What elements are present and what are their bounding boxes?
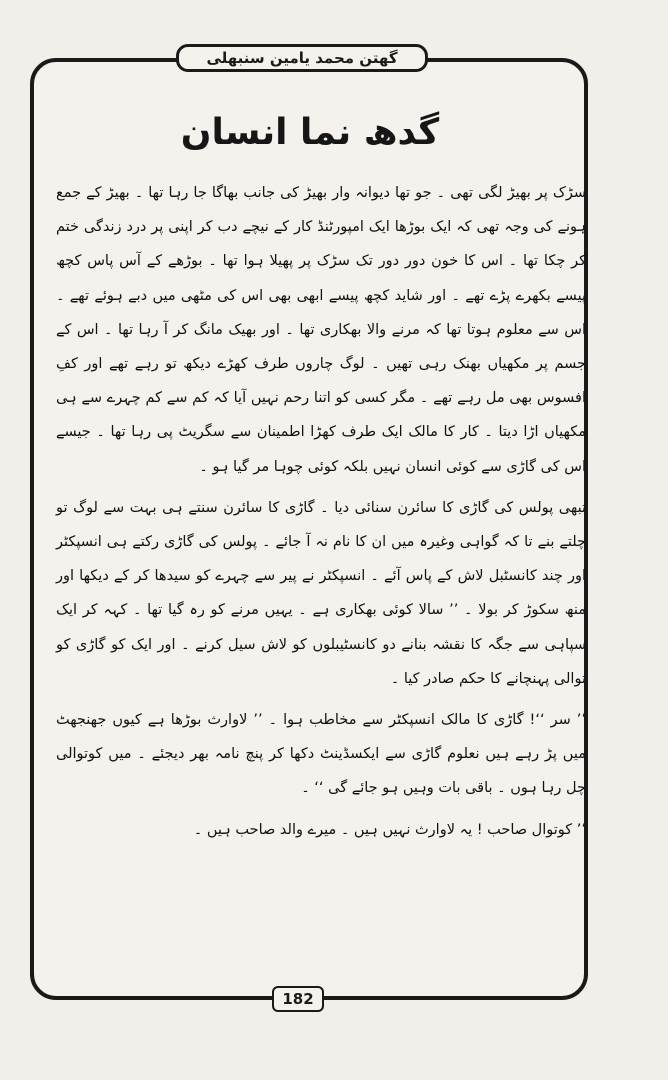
- chapter-title: گدھ نما انسان: [180, 112, 440, 153]
- page-number-label: 182: [282, 990, 314, 1008]
- author-name: گھتن محمد یامین سنبھلی: [206, 49, 398, 67]
- author-header: [176, 44, 428, 72]
- paragraph: سڑک پر بھیڑ لگی تھی ۔ جو تھا دیوانہ وار بھیڑ کی جانب بھاگا جا رہا تھا ۔ بھیڑ کے جمع ہونے کی وجہ تھی کہ ایک بوڑھا ایک امپورٹنڈ کار کے نیچے دب کر اپنی پر درد زندگی ختم کر چکا تھا ۔ اس کا خون دور دور تک سڑک پر پھیلا ہوا تھا ۔ بوڑھے کے آس پاس کچھ پیسے بکھرے پڑے تھے ۔ اور شاید کچھ پیسے ابھی بھی اس کی مٹھی میں دبے ہوئے تھے ۔ اس سے معلوم ہوتا تھا کہ مرنے والا بھکاری تھا ۔ اور بھیک مانگ کر آ رہا تھا ۔ اس کے جسم پر مکھیاں بھنک رہی تھیں ۔ لوگ چاروں طرف کھڑے دیکھ تو رہے تھے اور کفِ افسوس بھی مل رہے تھے ۔ مگر کسی کو اتنا رحم نہیں آیا کہ کم سے کم چہرے سے ہی مکھیاں اڑا دیتا ۔ کار کا مالک ایک طرف کھڑا اطمینان سے سگریٹ پی رہا تھا ۔ جیسے اس کی گاڑی سے کوئی انسان نہیں بلکہ کوئی چوہا مر گیا ہو ۔: [56, 185, 586, 475]
- page-number: [272, 986, 324, 1012]
- paragraph: ’’ کوتوال صاحب ! یہ لاوارث نہیں ہیں ۔ میرے والد صاحب ہیں ۔: [193, 821, 586, 838]
- paragraph: ’’ سر ‘‘! گاڑی کا مالک انسپکٹر سے مخاطب ہوا ۔ ’’ لاوارث بوڑھا ہے کیوں جھنجھٹ میں پڑ رہے ہیں نعلوم گاڑی سے ایکسڈینٹ دکھا کر پنچ نامہ بھر دیجئے ۔ میں کوتوالی چل رہا ہوں ۔ باقی بات وہیں ہو جائے گی ‘‘ ۔: [56, 712, 586, 797]
- paragraph: تبھی پولس کی گاڑی کا سائرن سنائی دیا ۔ گاڑی کا سائرن سنتے ہی بہت سے لوگ تو چلتے بنے تا کہ گواہی وغیرہ میں ان کا نام نہ آ جائے ۔ پولس کی گاڑی رکتے ہی انسپکٹر اور چند کانسٹبل لاش کے پاس آئے ۔ انسپکٹر نے پیر سے چہرے کو سیدھا کر کے دیکھا اور منھ سکوڑ کر بولا ۔ ’’ سالا کوئی بھکاری ہے ۔ یہیں مرنے کو رہ گیا تھا ۔ کہہ کر ایک سپاہی سے جگہ کا نقشہ بنانے دو کانسٹیبلوں کو لاش سیل کرنے ۔ اور ایک کو گاڑی کو توالی پہنچانے کا حکم صادر کیا ۔: [56, 499, 586, 687]
- story-body: [56, 176, 586, 854]
